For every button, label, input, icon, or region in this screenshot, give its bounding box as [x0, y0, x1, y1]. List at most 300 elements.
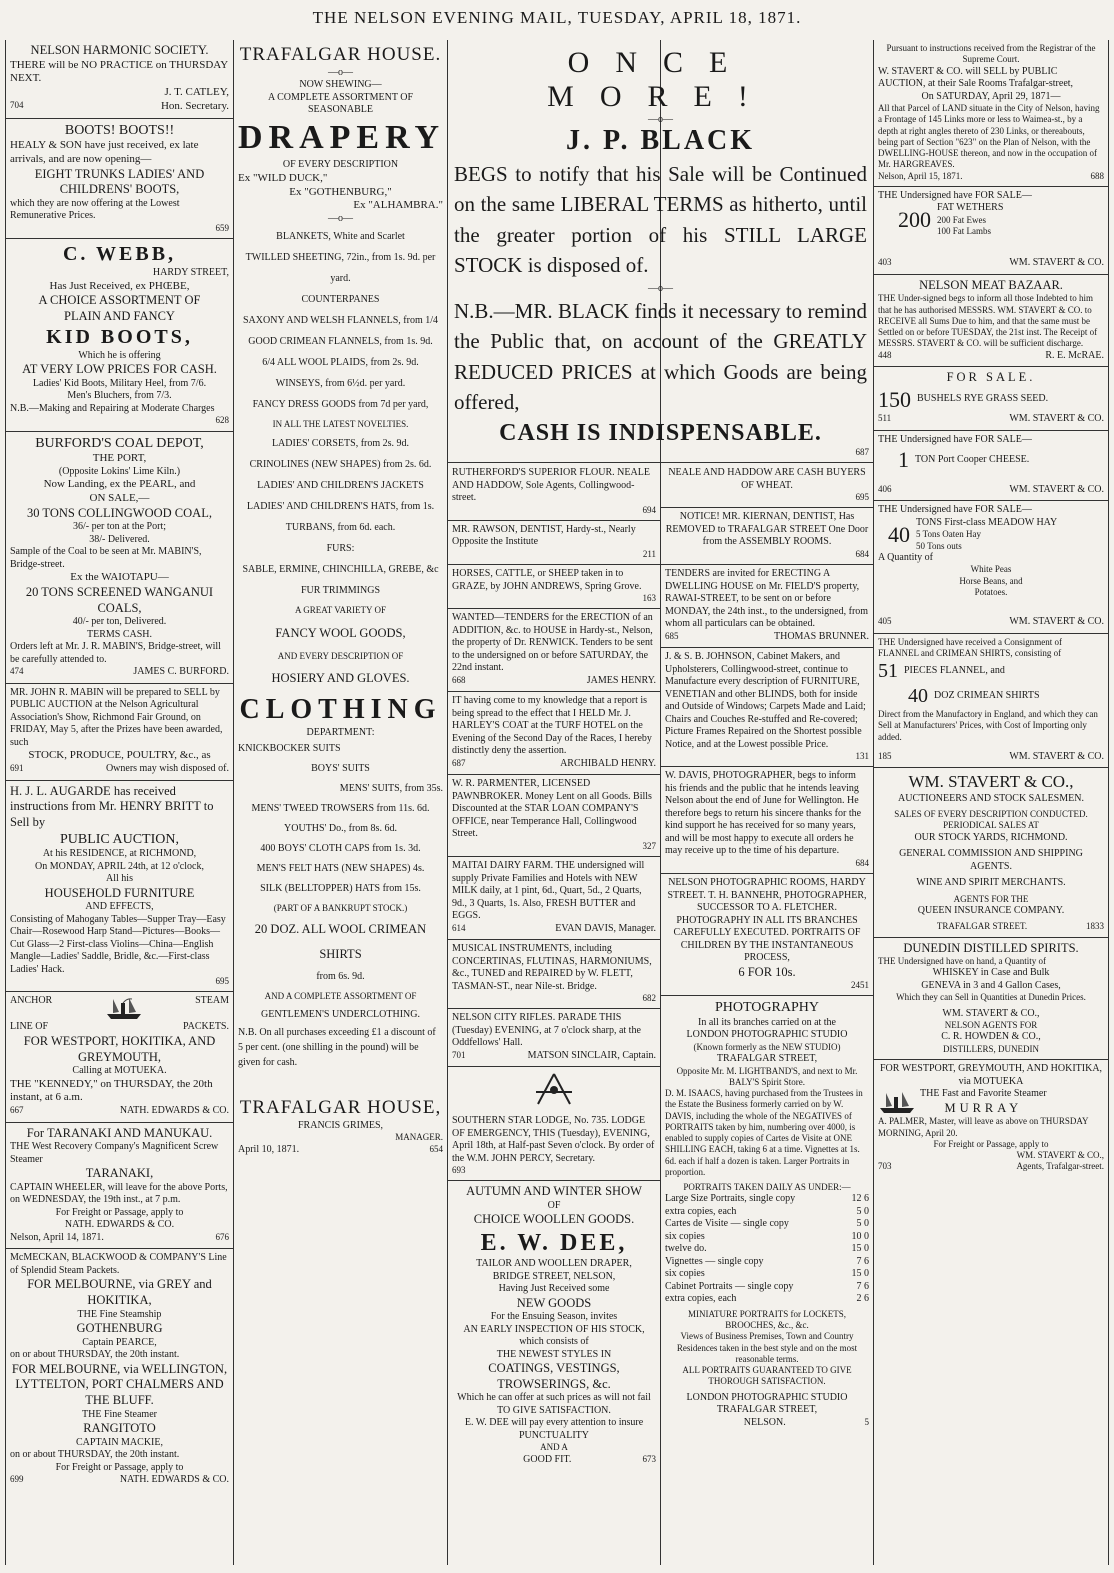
ad-body: TENDERS are invited for ERECTING A DWELLING HOUSE on Mr. FIELD'S property, RAWAI-STREET, to be sent on or before MONDAY, the 24th inst., to the undersigned, from whom all particulars can be obtained. — [665, 568, 869, 629]
price-row — [665, 1256, 869, 1269]
ad-line: On MONDAY, APRIL 24th, at 12 o'clock, — [35, 860, 204, 872]
column-2-trafalgar-house — [234, 40, 447, 1565]
ad-line: A CHOICE ASSORTMENT OF — [38, 293, 201, 308]
ad-line: NATH. EDWARDS & CO. — [64, 1219, 175, 1231]
ad-line: FAT WETHERS — [937, 202, 1004, 214]
ad-line: AN EARLY INSPECTION OF HIS STOCK, — [463, 1323, 645, 1335]
masonic-emblem-icon — [452, 1070, 656, 1115]
ad-line: All his — [106, 873, 133, 884]
ad-line: Ladies' Kid Boots, Military Heel, from 7/6. — [32, 377, 207, 389]
ad-note: N.B. On all purchases exceeding £1 a discount of 5 per cent. (one shilling in the pound) will be given for cash. — [238, 1027, 436, 1069]
list-item: AND A COMPLETE ASSORTMENT OF — [264, 991, 417, 1002]
price-list — [665, 1193, 869, 1306]
ad-number: 511 — [878, 413, 892, 424]
ad-johnson — [661, 648, 873, 767]
list-item: MENS' TWEED TROWSERS from 11s. 6d. — [251, 803, 430, 815]
ad-number: 691 — [10, 763, 24, 774]
ad-quantity: 40 — [888, 521, 910, 547]
ad-line: NELSON AGENTS FOR — [944, 1020, 1038, 1031]
list-item: FANCY DRESS GOODS from 7d per yard, — [252, 398, 429, 410]
ad-line: N.B.—Making and Repairing at Moderate Charges — [10, 402, 215, 414]
ad-line: TRAFALGAR STREET, — [716, 1404, 818, 1416]
ad-signature: WM. STAVERT & CO. — [1009, 257, 1104, 269]
ad-signature: EVAN DAVIS, Manager. — [555, 922, 656, 934]
ad-title: WM. STAVERT & CO., — [908, 772, 1074, 792]
ad-musical-instruments — [448, 940, 660, 1009]
ad-line: THE Fast and Favorite Steamer — [920, 1088, 1047, 1100]
ad-line: SALES OF EVERY DESCRIPTION CONDUCTED. — [894, 809, 1088, 819]
ad-line: A. PALMER, Master, will leave as above on THURSDAY MORNING, April 20. — [878, 1116, 1089, 1138]
ad-line: THE Undersigned have FOR SALE— — [878, 433, 1032, 445]
ad-line: Orders left at Mr. J. R. MABIN'S, Bridge-street, will be carefully attended to. — [10, 641, 221, 665]
ad-line: THE PORT, — [92, 452, 147, 464]
ad-body: MUSICAL INSTRUMENTS, including CONCERTINAS, FLUTINAS, HARMONIUMS, &c., TUNED and REPAIRED by W. FLETT, TASMAN-ST., near Nile-st. Bridge. — [452, 943, 652, 992]
ad-number: 684 — [855, 548, 869, 559]
ad-body: NELSON CITY RIFLES. PARADE THIS (Tuesday) EVENING, at 7 o'clock sharp, at the Oddfellows' Hall. — [452, 1012, 641, 1049]
ad-line: 50 Tons outs — [916, 540, 962, 551]
ad-number: 699 — [10, 1474, 24, 1485]
ad-line: THE Fine Steamship — [77, 1308, 162, 1320]
ad-davis-photographer — [661, 767, 873, 874]
ad-title: AUTUMN AND WINTER SHOW — [466, 1184, 642, 1199]
price-value: 7 6 — [856, 1280, 869, 1292]
ad-line: 20 TONS SCREENED WANGANUI COALS, — [25, 585, 214, 615]
price-label: six copies — [665, 1268, 705, 1280]
ad-line: THE Undersigned have FOR SALE— — [878, 189, 1032, 201]
list-item: 400 BOYS' CLOTH CAPS from 1s. 3d. — [260, 843, 421, 855]
ad-photographic-rooms — [661, 874, 873, 996]
price-row — [665, 1293, 869, 1306]
ad-line: QUEEN INSURANCE COMPANY. — [917, 904, 1065, 916]
ad-body: RUTHERFORD'S SUPERIOR FLOUR. NEALE AND HADDOW, Sole Agents, Collingwood-street. — [452, 467, 650, 503]
ad-body: HEALY & SON have just received, ex late arrivals, and are now opening— — [10, 139, 199, 165]
ad-number: 703 — [878, 1161, 892, 1172]
ad-number: 2451 — [851, 980, 869, 991]
ad-number: 668 — [452, 674, 466, 685]
ad-city-rifles — [448, 1009, 660, 1067]
ad-signature: ARCHIBALD HENRY. — [560, 757, 656, 769]
ad-title: DUNEDIN DISTILLED SPIRITS. — [903, 940, 1079, 955]
ad-line: LINE OF — [10, 1021, 49, 1033]
list — [238, 739, 443, 1025]
ad-line: PUBLIC AUCTION, — [59, 831, 179, 847]
ad-line: On SATURDAY, April 29, 1871— — [921, 90, 1061, 102]
ad-line: CAPTAIN MACKIE, — [76, 1436, 163, 1448]
ad-title: FOR SALE. — [946, 370, 1036, 385]
ad-signature: WM. STAVERT & CO. — [1009, 413, 1104, 425]
ad-signature: WM. STAVERT & CO. — [1009, 750, 1104, 762]
ad-address: HARDY STREET, — [152, 267, 229, 279]
ad-body: W. DAVIS, PHOTOGRAPHER, begs to inform his friends and the public that he intends leaving Nelson about the end of June for Wellington. He therefore begs to return his sincere thanks for the kind support he has received for so many years, and will be most happy to execute all orders he may receive up to the time of his departure. — [665, 770, 862, 857]
ad-number: 688 — [1090, 170, 1104, 181]
ad-line: OUR STOCK YARDS, RICHMOND. — [914, 831, 1068, 843]
ad-line: FOR MELBOURNE, via GREY and HOKITIKA, — [27, 1277, 212, 1307]
list-item: 6/4 ALL WOOL PLAIDS, from 2s. 9d. — [262, 356, 419, 368]
ad-rye-grass — [874, 367, 1108, 431]
list-item: MEN'S FELT HATS (NEW SHAPES) 4s. — [256, 863, 425, 875]
ad-number: 163 — [642, 593, 656, 603]
ad-jp-black — [448, 40, 873, 463]
masthead: THE NELSON EVENING MAIL, TUESDAY, APRIL 18, 1871. — [312, 8, 802, 27]
ad-line: 40/- per ton, Delivered. — [72, 616, 167, 628]
ad-line: TON Port Cooper CHEESE. — [915, 453, 1030, 465]
ad-cheese — [874, 431, 1108, 502]
ad-line: which consists of — [519, 1336, 589, 1348]
ad-line: MANAGER. — [395, 1132, 443, 1143]
ad-title: TRAFALGAR HOUSE. — [239, 44, 442, 65]
ad-line: GENEVA in 3 and 4 Gallon Cases, — [921, 979, 1061, 991]
list-item: 20 DOZ. ALL WOOL CRIMEAN SHIRTS — [254, 922, 427, 962]
ad-number: 684 — [855, 857, 869, 868]
list-item: LADIES' CORSETS, from 2s. 9d. — [271, 438, 410, 450]
price-label: Cabinet Portraits — single copy — [665, 1280, 794, 1292]
ad-line: NEW GOODS — [516, 1295, 592, 1310]
price-title: PORTRAITS TAKEN DAILY AS UNDER:— — [683, 1182, 851, 1193]
ad-headline: CLOTHING — [239, 693, 442, 725]
ad-body: Direct from the Manufactory in England, and which they can Sell at Manufacturers' Prices, with Cost of Importing only added. — [878, 709, 1098, 742]
list-item: WINSEYS, from 6½d. per yard. — [275, 377, 406, 389]
ad-body: All that Parcel of LAND situate in the City of Nelson, having a Frontage of 145 Links more or less to Waimea-st., by a depth at right angles thereto of 230 Links, or thereabouts, being part of Section "623" on the Plan of Nelson, with the DWELLING-HOUSE thereon, and now in the occupation of Mr. HARGREAVES. — [878, 103, 1100, 170]
ad-line: GENERAL COMMISSION AND SHIPPING AGENTS. — [899, 848, 1083, 872]
ad-title: FOR WESTPORT, GREYMOUTH, AND HOKITIKA, via MOTUEKA — [879, 1063, 1103, 1087]
ad-title: J. P. BLACK — [565, 125, 756, 156]
ad-line: Owners may wish disposed of. — [105, 763, 229, 775]
ad-rutherford — [448, 464, 660, 521]
ad-maitai-dairy — [448, 857, 660, 940]
price-label: Large Size Portraits, single copy — [665, 1193, 796, 1205]
ad-signature: NATH. EDWARDS & CO. — [119, 1105, 229, 1117]
steamship-icon — [105, 995, 143, 1021]
price-row — [665, 1218, 869, 1231]
ad-southern-star-lodge — [448, 1067, 660, 1181]
ad-title: PHOTOGRAPHY — [715, 1000, 819, 1016]
ad-line: (Known formerly as the NEW STUDIO) — [693, 1041, 841, 1052]
ad-line: THE Undersigned have FOR SALE— — [878, 504, 1032, 516]
ad-line: Ex the WAIOTAPU— — [70, 571, 169, 584]
ad-line: Now Landing, ex the PEARL, and — [43, 478, 196, 491]
ad-line: GOOD FIT. — [523, 1453, 572, 1465]
price-row — [665, 1193, 869, 1206]
ad-line: SEASONABLE — [307, 104, 373, 116]
ad-line: THE Fine Steamer — [82, 1408, 157, 1420]
ad-line: MURRAY — [944, 1100, 1023, 1115]
ad-number: 693 — [452, 1165, 466, 1175]
ad-line: BUSHELS RYE GRASS SEED. — [917, 393, 1049, 405]
ad-headline: DRAPERY — [238, 118, 446, 156]
ad-line: 100 Fat Lambs — [937, 226, 991, 236]
list-item: SAXONY AND WELSH FLANNELS, from 1/4 — [243, 314, 438, 326]
ad-line: In all its branches carried on at the — [698, 1016, 836, 1028]
ad-number: 5 — [864, 1416, 869, 1427]
ad-number: 685 — [665, 630, 679, 641]
ad-line: Nelson, April 14, 1871. — [10, 1231, 104, 1243]
ad-line: TONS First-class MEADOW HAY — [916, 516, 1058, 528]
ad-line: PERIODICAL SALES AT — [943, 820, 1039, 831]
ad-headline: ONCE MORE! — [547, 46, 774, 113]
ad-stavert-auctioneers — [874, 768, 1108, 937]
ad-title: C. WEBB, — [62, 243, 177, 266]
ad-body: J. & S. B. JOHNSON, Cabinet Makers, and Upholsterers, Collingwood-street, continue to Manufacture every description of FURNITURE, VENETIAN and other BLINDS, both for inside and Outside of Windows; Carpets Made and Laid; Chairs and Couches Re-stuffed and Re-covered; Picture Frames Repaired on the Shortest possible Notice, and at the Lowest possible Price. — [665, 651, 866, 750]
ad-body: D. M. ISAACS, having purchased from the Trustees in the Estate the Business formerly carried on by W. DAVIS, including the whole of the NEGATIVES of PORTRAITS taken by him, numbering over 4000, is enabled to supply copies of Cartes de Visite at ONE SHILLING EACH, taking 6 at a time. Vignettes at 1s. 6d. each if half a dozen is taken. Larger Portraits in proportion. — [665, 1088, 863, 1177]
ad-number: 659 — [215, 222, 229, 233]
ad-line: TARANAKI, — [85, 1166, 154, 1181]
ad-line: FOR MELBOURNE, via WELLINGTON, LYTTELTON, PORT CHALMERS AND THE BLUFF. — [11, 1361, 228, 1407]
ad-line: ALL PORTRAITS GUARANTEED TO GIVE THOROUGH SATISFACTION. — [682, 1365, 852, 1387]
ad-headline: CASH IS INDISPENSABLE. — [499, 419, 822, 446]
list-item: TURBANS, from 6d. each. — [285, 522, 396, 534]
ad-line: PACKETS. — [182, 1021, 229, 1033]
ad-line: COATINGS, VESTINGS, TROWSERINGS, &c. — [488, 1361, 620, 1391]
ad-webb — [6, 239, 233, 431]
list-item: GENTLEMEN'S UNDERCLOTHING. — [260, 1009, 420, 1021]
ad-body: NEALE AND HADDOW ARE CASH BUYERS OF WHEAT. — [668, 467, 866, 491]
ad-line: White Peas — [970, 564, 1012, 575]
ad-line: Opposite Mr. M. LIGHTBAND'S, and next to Mr. BALY'S Spirit Store. — [676, 1065, 858, 1087]
ad-body: W. STAVERT & CO. will SELL by PUBLIC AUCTION, at their Sale Rooms Trafalgar-street, — [878, 65, 1074, 89]
ad-line: Potatoes. — [974, 586, 1008, 597]
price-value: 12 6 — [851, 1193, 869, 1205]
ad-line: AND A — [540, 1442, 568, 1453]
ad-number: 403 — [878, 257, 892, 268]
ad-signature: WM. STAVERT & CO. — [1009, 616, 1104, 627]
ad-signature: JAMES HENRY. — [586, 674, 656, 686]
price-value: 15 0 — [851, 1243, 869, 1255]
ad-line: Ex "GOTHENBURG," — [289, 185, 392, 198]
ad-mcmeckan — [6, 1249, 233, 1490]
ad-line: RANGITOTO — [83, 1421, 156, 1436]
ad-line: A COMPLETE ASSORTMENT OF — [267, 91, 414, 103]
ad-line: AGENTS FOR THE — [953, 893, 1029, 904]
list-item: COUNTERPANES — [301, 293, 380, 305]
ad-kiernan — [661, 508, 873, 565]
ad-title: McMECKAN, BLACKWOOD & COMPANY'S Line of Splendid Steam Packets. — [10, 1252, 227, 1276]
divider: —o— — [648, 282, 673, 294]
ad-body: MR. JOHN R. MABIN will be prepared to SELL by PUBLIC AUCTION at the Nelson Agricultural Association's Show, Richmond Fair Ground, on FRIDAY, May 5, after the Prizes have been awarded, such — [10, 686, 223, 748]
ad-line: FRANCIS GRIMES, — [297, 1119, 384, 1131]
ad-line: Which they can Sell in Quantities at Dunedin Prices. — [896, 992, 1086, 1003]
list-item: GOOD CRIMEAN FLANNELS, from 1s. 9d. — [248, 335, 433, 347]
column-3 — [448, 464, 660, 1565]
ad-line: DISTILLERS, DUNEDIN — [943, 1043, 1039, 1054]
ad-rawson — [448, 521, 660, 565]
ad-quantity: 40 — [908, 685, 928, 707]
ad-body: THERE will be NO PRACTICE on THURSDAY NEXT. — [10, 58, 228, 85]
ad-line: on or about THURSDAY, the 20th instant. — [10, 1349, 180, 1361]
ad-title: For TARANAKI AND MANUKAU. — [26, 1125, 213, 1140]
ad-line: TRAFALGAR STREET, — [716, 1053, 818, 1065]
list-item: YOUTHS' Do., from 8s. 6d. — [284, 823, 397, 835]
divider: —o— — [328, 66, 353, 78]
price-row — [665, 1281, 869, 1294]
ad-signature: THOMAS BRUNNER. — [773, 630, 869, 642]
ad-line: WHISKEY in Case and Bulk — [932, 967, 1050, 979]
ad-line: A Quantity of — [878, 551, 933, 563]
ad-number: 474 — [10, 666, 24, 677]
ad-signature: R. E. McRAE. — [1045, 349, 1104, 361]
ad-title: BURFORD'S COAL DEPOT, — [35, 435, 204, 451]
ad-line: AT VERY LOW PRICES FOR CASH. — [22, 362, 217, 377]
ad-number: 405 — [878, 616, 892, 626]
price-label: twelve do. — [665, 1243, 707, 1255]
ad-signature: Hon. Secretary. — [160, 99, 229, 112]
ad-line: OF — [547, 1199, 561, 1211]
price-label: Cartes de Visite — single copy — [665, 1218, 789, 1230]
ad-number: 628 — [215, 415, 229, 426]
ad-line: PLAIN AND FANCY — [64, 309, 175, 323]
ad-line: NELSON. — [743, 1416, 786, 1428]
ad-mabin — [6, 684, 233, 781]
ad-line: CAPTAIN WHEELER, will leave for the above Ports, on WEDNESDAY, the 19th inst., at 7 p.m. — [10, 1181, 228, 1206]
ad-neale-haddow — [661, 464, 873, 508]
ad-number: 694 — [642, 504, 656, 515]
ad-headline: E. W. DEE, — [480, 1230, 628, 1256]
ad-date: April 10, 1871. — [238, 1143, 300, 1155]
ad-line: For Freight or Passage, apply to — [55, 1206, 184, 1218]
ad-line: BRIDGE STREET, NELSON, — [492, 1270, 616, 1282]
price-value: 7 6 — [856, 1255, 869, 1267]
ad-line: Pursuant to instructions received from the Registrar of the Supreme Court. — [886, 43, 1096, 65]
ad-number: 695 — [215, 976, 229, 987]
ad-number: 327 — [642, 840, 656, 851]
ad-quantity: 51 — [878, 660, 898, 682]
price-value: 15 0 — [851, 1268, 869, 1280]
price-label: extra copies, each — [665, 1293, 737, 1305]
list-item: MENS' SUITS, from 35s. — [339, 783, 443, 795]
ad-body: BEGS to notify that his Sale will be Continued on the same LIBERAL TERMS as hitherto, until the greater portion of his STILL LARGE STOCK is disposed of. — [454, 162, 867, 278]
ad-tenders-henry — [448, 609, 660, 692]
ad-line: Captain PEARCE, — [82, 1336, 157, 1348]
list-item: FURS: — [326, 543, 355, 555]
ad-line: CHOICE WOOLLEN GOODS. — [473, 1212, 635, 1227]
ad-line: LONDON PHOTOGRAPHIC STUDIO — [686, 1029, 848, 1041]
list-item: LADIES' AND CHILDREN'S HATS, from 1s. — [246, 501, 435, 513]
list-item: KNICKBOCKER SUITS — [238, 743, 341, 755]
ad-line: ANCHOR — [10, 995, 53, 1007]
ad-line: For the Ensuing Season, invites — [490, 1311, 618, 1323]
ad-line: THE West Recovery Company's Magnificent Screw Steamer — [10, 1141, 219, 1165]
ad-line: Calling at MOTUEKA. — [72, 1065, 167, 1077]
price-row — [665, 1206, 869, 1219]
ad-body: which they are now offering at the Lowest Remunerative Prices. — [10, 197, 180, 222]
ad-tenders-brunner — [661, 565, 873, 648]
ad-dunedin-spirits — [874, 938, 1108, 1061]
ad-dee — [448, 1181, 660, 1470]
ad-anchor-line — [6, 992, 233, 1122]
ad-number: 687 — [452, 757, 466, 768]
ad-number: 704 — [10, 99, 24, 110]
ad-signature: J. T. CATLEY, — [164, 86, 229, 99]
divider: —o— — [648, 114, 673, 125]
ad-quantity: 1 — [898, 447, 909, 473]
ad-line: AND EFFECTS, — [85, 901, 154, 913]
ad-line: Has Just Received, ex PHŒBE, — [49, 279, 190, 292]
ad-stavert-auction — [874, 40, 1108, 187]
ad-line: on or about THURSDAY, the 20th instant. — [10, 1449, 180, 1461]
price-value: 5 0 — [856, 1205, 869, 1217]
ad-line: Agents, Trafalgar-street. — [1016, 1161, 1104, 1172]
ad-number: 185 — [878, 750, 892, 761]
ad-number: 676 — [215, 1231, 229, 1242]
list-item: AND EVERY DESCRIPTION OF — [277, 650, 404, 661]
ad-line: DEPARTMENT: — [306, 726, 375, 738]
ad-title: NELSON MEAT BAZAAR. — [919, 277, 1063, 292]
price-value: 2 6 — [856, 1293, 869, 1305]
ad-body: MAITAI DAIRY FARM. THE undersigned will supply Private Families and Hotels with NEW MILK daily, at 1 pint, 6d., Quart, 5d., 2 Quarts, 9d., 3 Quarts, 1s. Also, FRESH BUTTER and EGGS. — [452, 860, 645, 921]
ad-line: PUNCTUALITY — [519, 1429, 589, 1441]
column-1 — [6, 40, 233, 1565]
ad-body: NELSON PHOTOGRAPHIC ROOMS, HARDY STREET. T. H. BANNEHR, PHOTOGRAPHER, SUCCESSOR TO A. FLETCHER. PHOTOGRAPHY IN ALL ITS BRANCHES CAREFULLY EXECUTED. PORTRAITS OF CHILDREN BY THE INSTANTANEOUS PROCESS, — [667, 877, 867, 963]
ad-body: W. R. PARMENTER, LICENSED PAWNBROKER. Money Lent on all Goods. Bills Discounted at the STAR LOAN COMPANY'S OFFICE, near Temperance Hall, Collingwood Street. — [452, 778, 652, 840]
ad-line: TERMS CASH. — [86, 628, 152, 640]
ad-body: THE Undersigned have received a Consignment of FLANNEL and CRIMEAN SHIRTS, consisting of — [878, 636, 1062, 658]
ad-number: 211 — [642, 548, 656, 559]
ad-body: WANTED—TENDERS for the ERECTION of an ADDITION, &c. to HOUSE in Hardy-st., Nelson, the property of Dr. RENWICK. Tenders to be sent to the undersigned on or before SATURDAY, the 22nd instant. — [452, 612, 653, 674]
ad-fat-wethers — [874, 187, 1108, 275]
ad-number: 406 — [878, 483, 892, 494]
ad-line: For Freight or Passage, apply to — [933, 1138, 1049, 1149]
ad-line: GOTHENBURG — [76, 1321, 163, 1336]
ad-number: 654 — [429, 1143, 443, 1154]
list-item: FUR TRIMMINGS — [301, 585, 380, 597]
price-row — [665, 1268, 869, 1281]
ad-number: 701 — [452, 1049, 466, 1060]
ad-line: Consisting of Mahogany Tables—Supper Tray—Easy Chair—Rosewood Harp Stand—Pictures—Books—Cut Glass—2 First-class Violins—China—English Mangle—Ladies' Saddle, Bridle, &c.—First-class Ladies' Hack. — [10, 913, 226, 975]
price-value: 5 0 — [856, 1218, 869, 1230]
ad-augarde — [6, 781, 233, 993]
ad-number: 682 — [642, 993, 656, 1003]
ad-line: 200 Fat Ewes — [937, 214, 986, 225]
ad-number: 131 — [855, 751, 869, 761]
ad-coal-depot — [6, 432, 233, 684]
ad-line: LONDON PHOTOGRAPHIC STUDIO — [686, 1391, 848, 1403]
ad-line: C. R. HOWDEN & CO., — [941, 1031, 1041, 1043]
ad-line: TRAFALGAR STREET. — [936, 921, 1028, 932]
ad-murray-steamer — [874, 1060, 1108, 1176]
ad-date: Nelson, April 15, 1871. — [878, 170, 963, 181]
ad-line: Views of Business Premises, Town and Country Residences taken in the best style and on the most reasonable terms. — [676, 1331, 858, 1364]
ad-line: WM. STAVERT & CO., — [942, 1007, 1040, 1019]
list-item: IN ALL THE LATEST NOVELTIES. — [272, 418, 409, 429]
ad-line: Ex "WILD DUCK," — [238, 171, 328, 184]
ad-line: 36/- per ton at the Port; — [72, 521, 167, 533]
ad-line: THE "KENNEDY," on THURSDAY, the 20th instant, at 6 a.m. — [10, 1077, 213, 1104]
ad-line: FOR WESTPORT, HOKITIKA, AND GREYMOUTH, — [23, 1033, 216, 1064]
ad-line: WINE AND SPIRIT MERCHANTS. — [916, 877, 1066, 888]
ad-body: MR. RAWSON, DENTIST, Hardy-st., Nearly Opposite the Institute — [452, 523, 636, 548]
ad-line: Sample of the Coal to be seen at Mr. MABIN'S, Bridge-street. — [10, 546, 202, 570]
ad-line: DOZ CRIMEAN SHIRTS — [934, 690, 1040, 702]
ad-body: IT having come to my knowledge that a report is being spread to the effect that I HELD Mr. J. HARLEY'S COAT at the TURF HOTEL on the Evening of the Second Day of the Races, I hereby distinctly deny the assertion. — [452, 695, 652, 757]
ad-body: THE Under-signed begs to inform all those Indebted to him that he has authorised MESSRS. WM. STAVERT & CO. to RECEIVE all Sums Due to him, and that the same must be Settled on or before TUESDAY, the 21st inst. The Receipt of MESSRS. STAVERT & CO. will be sufficient discharge. — [878, 293, 1098, 349]
list-item: LADIES' AND CHILDREN'S JACKETS — [257, 480, 424, 492]
ad-line: At his RESIDENCE, at RICHMOND, — [42, 848, 197, 859]
ad-line: AUCTIONEERS AND STOCK SALESMEN. — [898, 792, 1084, 804]
ad-line: 5 Tons Oaten Hay — [916, 529, 981, 540]
ad-photography-studio — [661, 996, 873, 1433]
ad-line: THE NEWEST STYLES IN — [496, 1348, 612, 1360]
ad-number: 667 — [10, 1105, 24, 1116]
ad-number: 673 — [642, 1453, 656, 1464]
ad-meat-bazaar — [874, 275, 1108, 367]
ad-line: Having Just Received some — [498, 1283, 610, 1294]
ad-body: HORSES, CATTLE, or SHEEP taken in to GRAZE, by JOHN ANDREWS, Spring Grove. — [452, 568, 642, 592]
ad-line: Which he can offer at such prices as will not fail TO GIVE SATISFACTION. — [457, 1392, 651, 1416]
ad-title: TRAFALGAR HOUSE, — [239, 1097, 442, 1119]
ad-signature: MATSON SINCLAIR, Captain. — [527, 1049, 656, 1061]
ad-signature: NATH. EDWARDS & CO. — [119, 1474, 229, 1486]
list — [238, 226, 443, 692]
ad-henry-notice — [448, 692, 660, 775]
